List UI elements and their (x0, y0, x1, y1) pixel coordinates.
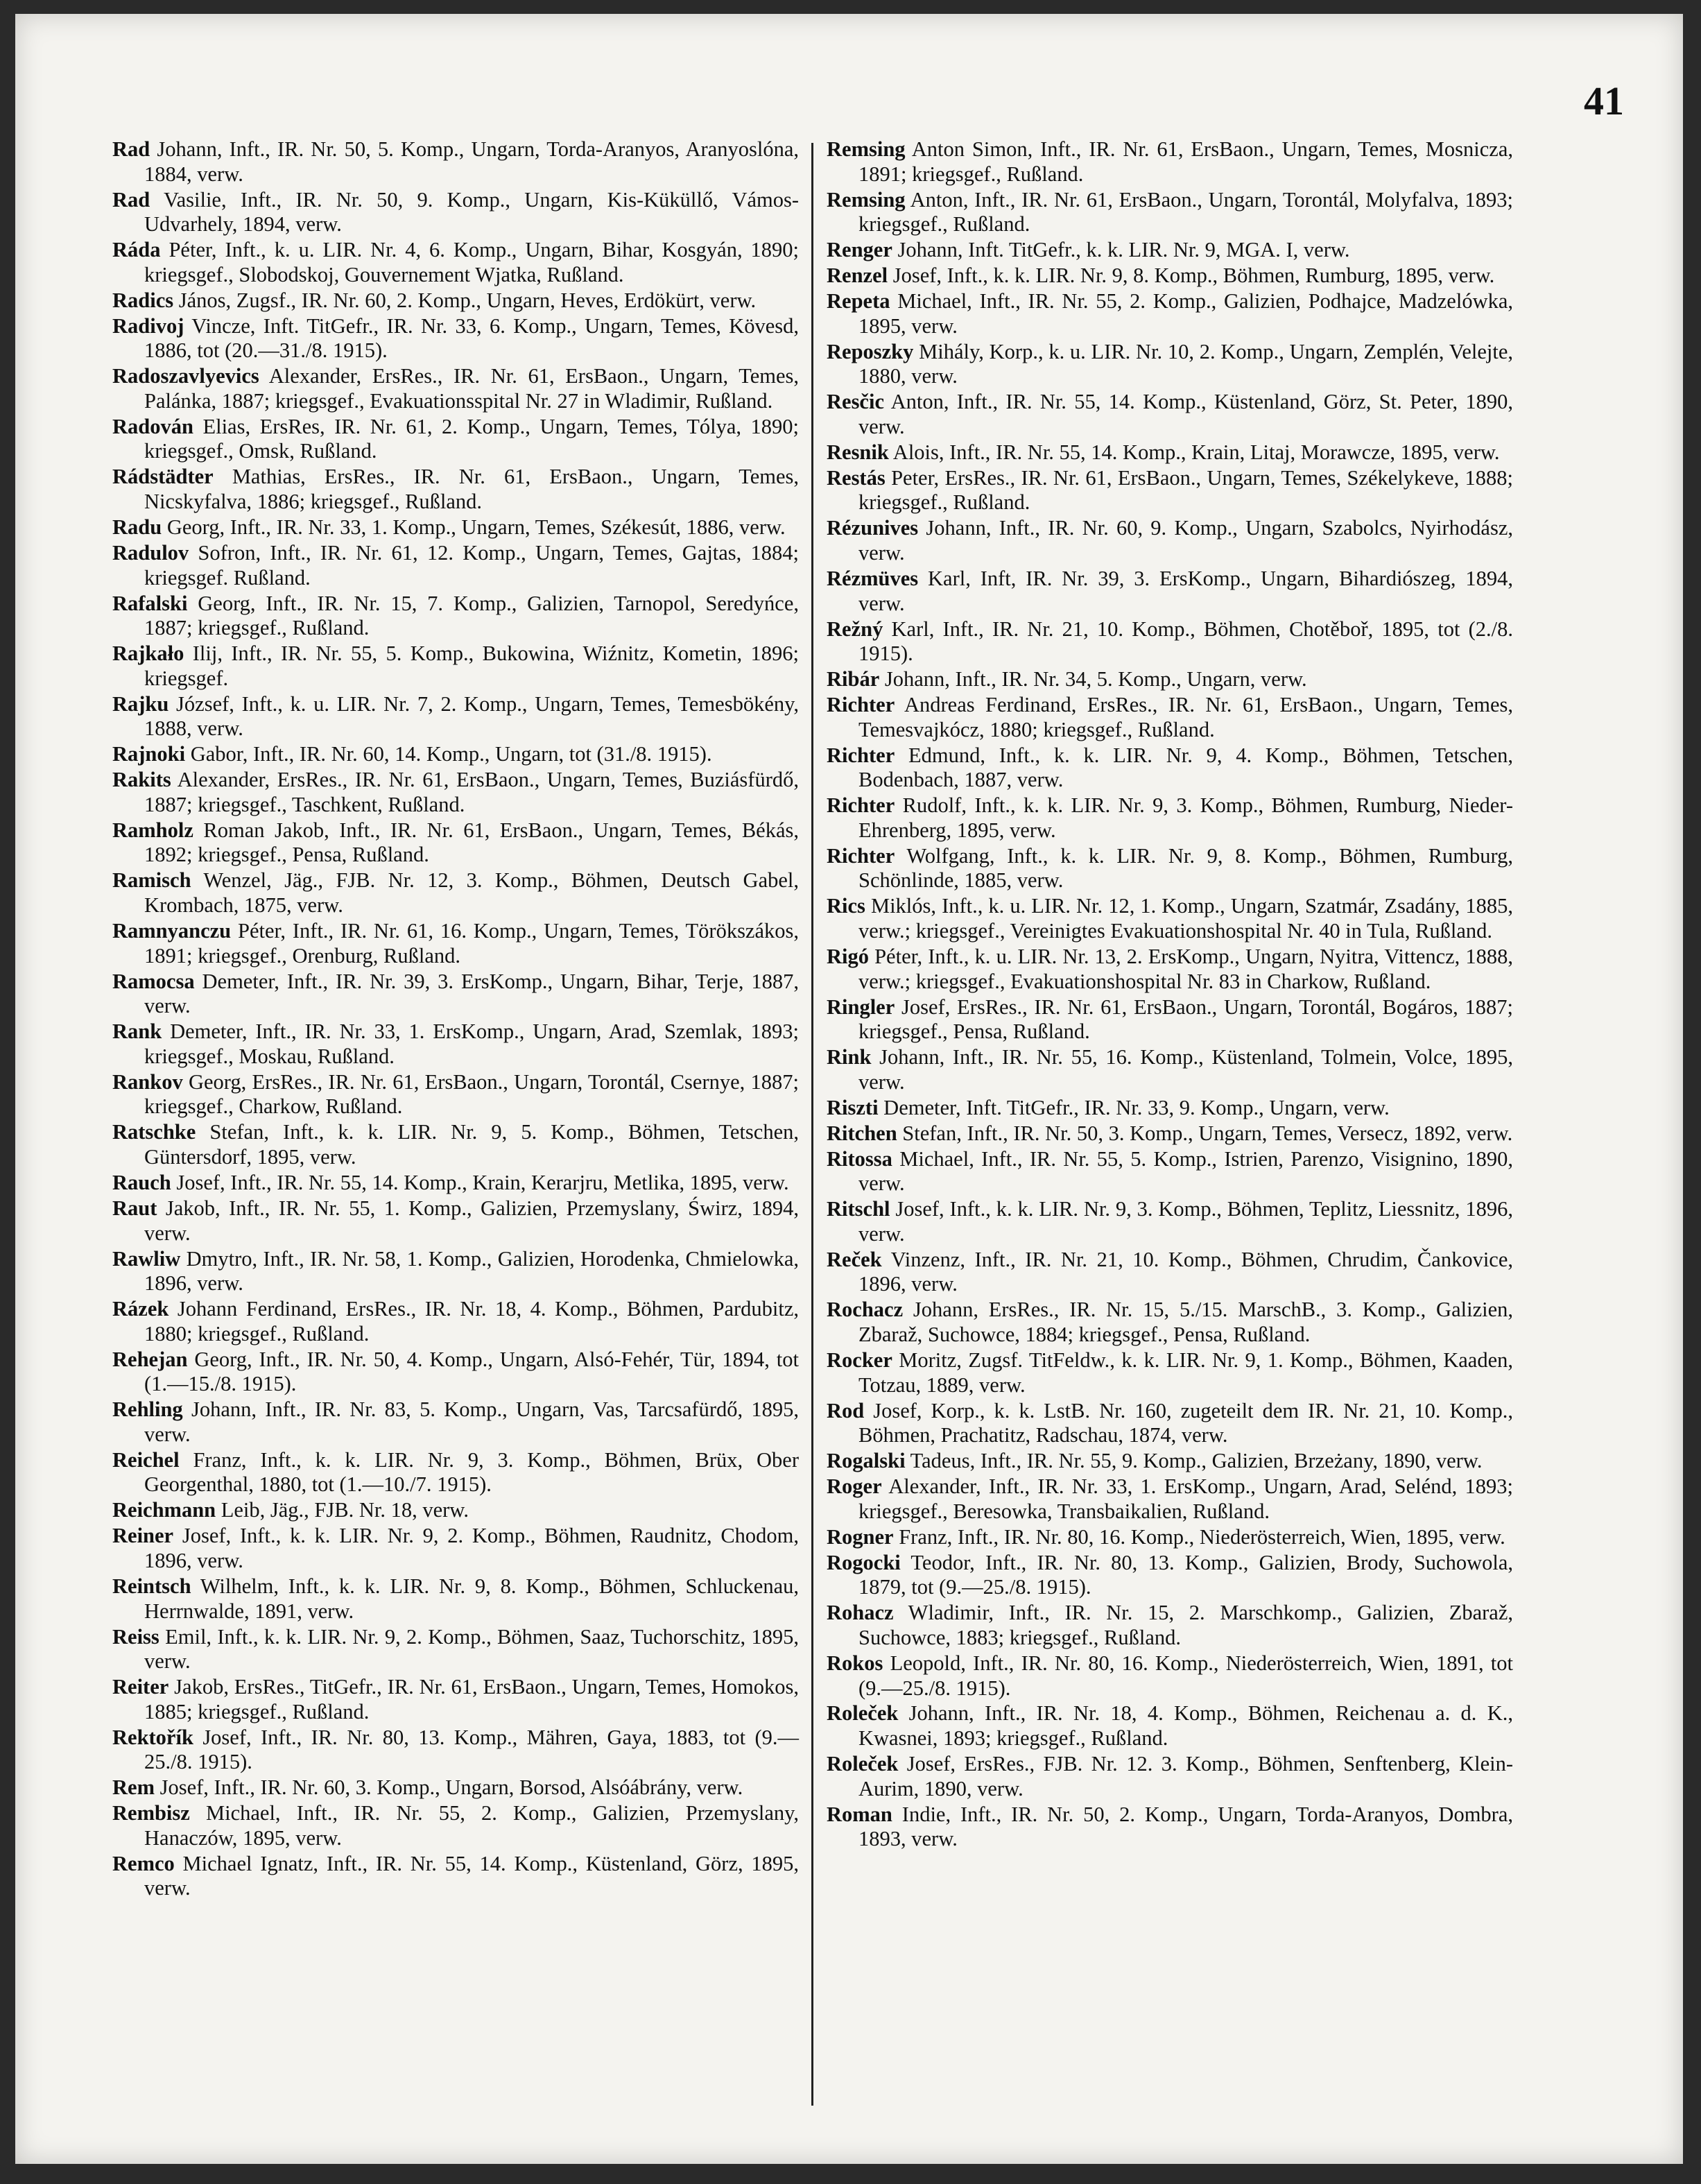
entry-details: Michael, Inft., IR. Nr. 55, 5. Komp., Istrien, Parenzo, Visignino, 1890, verw. (858, 1146, 1513, 1196)
register-entry (827, 1147, 1513, 1196)
entry-details: Alexander, ErsRes., IR. Nr. 61, ErsBaon., Ungarn, Temes, Buziásfürdő, 1887; kriegsgef., Taschkent, Rußland. (144, 768, 799, 816)
register-entry (112, 1020, 799, 1069)
entry-details: Roman Jakob, Inft., IR. Nr. 61, ErsBaon., Ungarn, Temes, Békás, 1892; kriegsgef., Pensa, Rußland. (144, 818, 800, 867)
register-entry (827, 1248, 1513, 1297)
entry-details: Alois, Inft., IR. Nr. 55, 14. Komp., Krain, Litaj, Morawcze, 1895, verw. (892, 440, 1500, 464)
entry-surname: Rajkało (112, 642, 184, 666)
entry-surname: Ribár (827, 667, 880, 691)
entry-details: Mihály, Korp., k. u. LIR. Nr. 10, 2. Komp., Ungarn, Zemplén, Velejte, 1880, verw. (858, 339, 1513, 388)
entry-surname: Rem (112, 1775, 155, 1800)
entry-surname: Reichmann (112, 1498, 216, 1522)
entry-details: Georg, Inft., IR. Nr. 15, 7. Komp., Galizien, Tarnopol, Seredyńce, 1887; kriegsgef., Rußland. (144, 591, 800, 640)
entry-surname: Rigó (827, 945, 869, 969)
entry-details: Jakob, ErsRes., TitGefr., IR. Nr. 61, ErsBaon., Ungarn, Temes, Homokos, 1885; kriegsgef., Rußland. (144, 1675, 800, 1723)
register-entry (112, 1574, 799, 1624)
entry-details: Wilhelm, Inft., k. k. LIR. Nr. 9, 8. Komp., Böhmen, Schluckenau, Herrnwalde, 1891, verw. (144, 1574, 799, 1623)
register-entry (827, 137, 1513, 187)
entry-details: Alexander, ErsRes., IR. Nr. 61, ErsBaon., Ungarn, Temes, Palánka, 1887; kriegsgef., Evakuationsspital Nr. 27 in Wladimir, Rußland. (144, 364, 799, 413)
entry-details: Wenzel, Jäg., FJB. Nr. 12, 3. Komp., Böhmen, Deutsch Gabel, Krombach, 1875, verw. (144, 868, 800, 918)
register-entry (827, 1045, 1513, 1094)
entry-details: Dmytro, Inft., IR. Nr. 58, 1. Komp., Galizien, Horodenka, Chmielowka, 1896, verw. (144, 1246, 800, 1296)
register-entry (827, 440, 1513, 465)
register-entry (827, 793, 1513, 843)
register-entry (827, 1525, 1513, 1550)
entry-surname: Ritschl (827, 1197, 890, 1221)
entry-details: Péter, Inft., k. u. LIR. Nr. 13, 2. ErsKomp., Ungarn, Nyitra, Vittencz, 1888, verw.; kriegsgef., Evakuationshospital Nr. 83 in Charkow, Rußland. (858, 945, 1514, 993)
entry-surname: Remsing (827, 187, 906, 212)
entry-surname: Rohacz (827, 1601, 894, 1625)
entry-details: Josef, Korp., k. k. LstB. Nr. 160, zugeteilt dem IR. Nr. 21, 10. Komp., Böhmen, Prachatitz, Radschau, 1874, verw. (858, 1398, 1514, 1447)
entry-details: Demeter, Inft., IR. Nr. 39, 3. ErsKomp., Ungarn, Bihar, Terje, 1887, verw. (144, 969, 799, 1018)
register-entry (112, 1625, 799, 1674)
entry-surname: Rádstädter (112, 465, 214, 489)
entry-details: Indie, Inft., IR. Nr. 50, 2. Komp., Ungarn, Torda-Aranyos, Dombra, 1893, verw. (858, 1802, 1514, 1851)
entry-details: Péter, Inft., IR. Nr. 61, 16. Komp., Ungarn, Temes, Törökszákos, 1891; kriegsgef., Orenburg, Rußland. (144, 919, 800, 968)
entry-surname: Richter (827, 693, 895, 717)
entry-details: Michael, Inft., IR. Nr. 55, 2. Komp., Galizien, Przemyslany, Hanaczów, 1895, verw. (144, 1801, 799, 1850)
entry-details: Johann, Inft., IR. Nr. 34, 5. Komp., Ungarn, verw. (884, 667, 1307, 691)
entry-details: Josef, ErsRes., FJB. Nr. 12. 3. Komp., Böhmen, Senftenberg, Klein-Aurim, 1890, verw. (858, 1752, 1514, 1800)
register-entry (827, 844, 1513, 893)
register-entry (112, 1120, 799, 1169)
entry-surname: Rogner (827, 1524, 894, 1549)
entry-details: Mathias, ErsRes., IR. Nr. 61, ErsBaon., Ungarn, Temes, Nicskyfalva, 1886; kriegsgef., Rußland. (144, 465, 799, 514)
register-entry (112, 642, 799, 691)
register-entry (827, 667, 1513, 692)
entry-details: Moritz, Zugsf. TitFeldw., k. k. LIR. Nr. 9, 1. Komp., Böhmen, Kaaden, Totzau, 1889, verw. (858, 1348, 1514, 1397)
register-entry (112, 818, 799, 868)
entry-details: Karl, Inft., IR. Nr. 21, 10. Komp., Böhmen, Chotěboř, 1895, tot (2./8. 1915). (858, 617, 1513, 666)
entry-surname: Radován (112, 414, 193, 438)
entry-surname: Rajku (112, 691, 169, 716)
entry-details: Josef, Inft., k. k. LIR. Nr. 9, 2. Komp., Böhmen, Raudnitz, Chodom, 1896, verw. (144, 1524, 800, 1572)
entry-details: János, Zugsf., IR. Nr. 60, 2. Komp., Ungarn, Heves, Erdökürt, verw. (178, 288, 757, 312)
entry-surname: Raut (112, 1196, 157, 1220)
column-divider (811, 143, 813, 2106)
entry-surname: Rochacz (827, 1298, 904, 1322)
entry-details: Wolfgang, Inft., k. k. LIR. Nr. 9, 8. Komp., Böhmen, Rumburg, Schönlinde, 1885, verw. (858, 843, 1513, 893)
entry-details: Johann, Inft. TitGefr., k. k. LIR. Nr. 9, MGA. I, verw. (897, 238, 1350, 262)
entry-surname: Radoszavlyevics (112, 364, 259, 388)
register-entry (112, 1726, 799, 1775)
register-entry (112, 415, 799, 464)
entry-details: Anton, Inft., IR. Nr. 55, 14. Komp., Küstenland, Görz, St. Peter, 1890, verw. (858, 390, 1513, 438)
entry-surname: Resnik (827, 440, 889, 464)
entry-surname: Ratschke (112, 1120, 196, 1144)
entry-details: József, Inft., k. u. LIR. Nr. 7, 2. Komp., Ungarn, Temes, Temesbökény, 1888, verw. (144, 691, 799, 741)
register-entry (827, 264, 1513, 289)
register-entry (827, 567, 1513, 616)
left-column (112, 137, 799, 1902)
register-entry (112, 1171, 799, 1196)
register-entry (112, 1675, 799, 1724)
entry-details: Wladimir, Inft., IR. Nr. 15, 2. Marschkomp., Galizien, Zbaraž, Suchowce, 1883; kriegsgef., Rußland. (858, 1601, 1513, 1649)
register-entry (112, 188, 799, 237)
entry-details: Johann, Inft., IR. Nr. 55, 16. Komp., Küstenland, Tolmein, Volce, 1895, verw. (858, 1045, 1513, 1094)
entry-surname: Resčic (827, 390, 884, 414)
register-entry (112, 1247, 799, 1296)
entry-surname: Rokos (827, 1651, 883, 1675)
entry-details: Péter, Inft., k. u. LIR. Nr. 4, 6. Komp., Ungarn, Bihar, Kosgyán, 1890; kriegsgef., Slobodskoj, Gouvernement Wjatka, Rußland. (144, 238, 799, 286)
register-entry (112, 1448, 799, 1497)
register-entry (112, 1775, 799, 1800)
entry-surname: Rafalski (112, 591, 188, 615)
entry-surname: Restás (827, 465, 886, 490)
entry-surname: Ramisch (112, 868, 191, 893)
register-entry (827, 894, 1513, 943)
register-entry (827, 238, 1513, 263)
entry-details: Franz, Inft., IR. Nr. 80, 16. Komp., Niederösterreich, Wien, 1895, verw. (899, 1524, 1505, 1549)
register-entry (827, 995, 1513, 1044)
entry-details: Emil, Inft., k. k. LIR. Nr. 9, 2. Komp., Böhmen, Saaz, Tuchorschitz, 1895, verw. (144, 1624, 800, 1674)
register-entry (827, 1803, 1513, 1852)
entry-surname: Reposzky (827, 339, 914, 363)
register-entry (112, 1801, 799, 1850)
entry-details: Josef, Inft., k. k. LIR. Nr. 9, 3. Komp., Böhmen, Teplitz, Liessnitz, 1896, verw. (858, 1197, 1513, 1246)
entry-surname: Reiter (112, 1675, 169, 1699)
register-entry (112, 1524, 799, 1573)
entry-details: Georg, Inft., IR. Nr. 33, 1. Komp., Ungarn, Temes, Székesút, 1886, verw. (166, 515, 786, 540)
entry-surname: Reiss (112, 1624, 159, 1649)
entry-surname: Rehling (112, 1398, 183, 1422)
register-entry (827, 1121, 1513, 1146)
register-entry (827, 1752, 1513, 1801)
entry-surname: Rocker (827, 1348, 892, 1373)
entry-surname: Repeta (827, 289, 890, 313)
entry-details: Alexander, Inft., IR. Nr. 33, 1. ErsKomp., Ungarn, Arad, Selénd, 1893; kriegsgef., Beresowka, Transbaikalien, Rußland. (858, 1474, 1513, 1523)
register-entry (827, 1601, 1513, 1650)
entry-surname: Rawliw (112, 1246, 181, 1271)
entry-details: Georg, Inft., IR. Nr. 50, 4. Komp., Ungarn, Alsó-Fehér, Tür, 1894, tot (1.—15./8. 1915). (144, 1347, 799, 1396)
entry-surname: Rad (112, 187, 150, 212)
entry-surname: Reček (827, 1247, 882, 1271)
register-entry (112, 465, 799, 514)
entry-surname: Rehejan (112, 1347, 188, 1371)
entry-surname: Rank (112, 1020, 162, 1044)
entry-surname: Rajnoki (112, 742, 186, 766)
entry-surname: Radu (112, 515, 162, 540)
entry-details: Georg, ErsRes., IR. Nr. 61, ErsBaon., Ungarn, Torontál, Csernye, 1887; kriegsgef., Charkow, Rußland. (144, 1069, 800, 1119)
entry-details: Sofron, Inft., IR. Nr. 61, 12. Komp., Ungarn, Temes, Gajtas, 1884; kriegsgef. Rußland. (144, 541, 800, 590)
entry-surname: Richter (827, 793, 895, 818)
entry-surname: Rembisz (112, 1801, 190, 1825)
register-entry (827, 1348, 1513, 1398)
entry-surname: Roleček (827, 1752, 899, 1776)
entry-surname: Radivoj (112, 313, 184, 338)
register-entry (827, 1298, 1513, 1347)
register-entry (112, 742, 799, 767)
register-entry (827, 340, 1513, 389)
entry-details: Teodor, Inft., IR. Nr. 80, 13. Komp., Galizien, Brody, Suchowola, 1879, tot (9.—25./8. 1915). (858, 1550, 1513, 1599)
entry-surname: Rod (827, 1398, 865, 1422)
register-entry (827, 1474, 1513, 1524)
entry-surname: Rankov (112, 1069, 183, 1094)
entry-details: Johann, Inft., IR. Nr. 60, 9. Komp., Ungarn, Szabolcs, Nyirhodász, verw. (858, 516, 1514, 565)
entry-surname: Ramnyanczu (112, 919, 232, 943)
entry-details: Anton, Inft., IR. Nr. 61, ErsBaon., Ungarn, Torontál, Molyfalva, 1893; kriegsgef., Rußland. (858, 187, 1513, 237)
register-entry (112, 919, 799, 968)
entry-surname: Rink (827, 1045, 872, 1069)
entry-surname: Remco (112, 1851, 175, 1875)
entry-surname: Rauch (112, 1170, 171, 1194)
register-entry (827, 1197, 1513, 1246)
register-entry (112, 238, 799, 287)
register-entry (112, 1070, 799, 1119)
entry-details: Leopold, Inft., IR. Nr. 80, 16. Komp., Niederösterreich, Wien, 1891, tot (9.—25./8. 1915). (858, 1651, 1513, 1700)
entry-surname: Rézmüves (827, 567, 919, 590)
entry-details: Michael, Inft., IR. Nr. 55, 2. Komp., Galizien, Podhajce, Madzelówka, 1895, verw. (858, 289, 1514, 338)
entry-surname: Reintsch (112, 1574, 191, 1598)
register-entry (112, 515, 799, 540)
entry-details: Vinzenz, Inft., IR. Nr. 21, 10. Komp., Böhmen, Chrudim, Čankovice, 1896, verw. (858, 1247, 1513, 1296)
register-entry (112, 1297, 799, 1346)
register-entry (112, 692, 799, 741)
register-entry (112, 1196, 799, 1246)
entry-details: Johann, Inft., IR. Nr. 50, 5. Komp., Ungarn, Torda-Aranyos, Aranyoslóna, 1884, verw. (144, 137, 799, 186)
entry-surname: Riszti (827, 1095, 879, 1119)
entry-surname: Renzel (827, 264, 888, 288)
register-entry (827, 1449, 1513, 1474)
entry-surname: Rektořík (112, 1725, 193, 1749)
entry-surname: Režný (827, 617, 883, 641)
register-entry (827, 1551, 1513, 1600)
entry-surname: Rics (827, 894, 865, 918)
register-entry (827, 466, 1513, 515)
register-entry (827, 289, 1513, 338)
entry-details: Edmund, Inft., k. k. LIR. Nr. 9, 4. Komp., Böhmen, Tetschen, Bodenbach, 1887, verw. (858, 743, 1513, 792)
entry-surname: Roleček (827, 1701, 899, 1726)
register-entry (112, 1498, 799, 1523)
entry-details: Demeter, Inft., IR. Nr. 33, 1. ErsKomp., Ungarn, Arad, Szemlak, 1893; kriegsgef., Moskau, Rußland. (144, 1020, 799, 1068)
entry-surname: Rogocki (827, 1550, 901, 1574)
entry-surname: Radics (112, 288, 174, 312)
register-entry (112, 1348, 799, 1397)
entry-details: Josef, Inft., IR. Nr. 80, 13. Komp., Mähren, Gaya, 1883, tot (9.—25./8. 1915). (144, 1725, 799, 1774)
entry-details: Gabor, Inft., IR. Nr. 60, 14. Komp., Ungarn, tot (31./8. 1915). (190, 742, 712, 766)
register-entry (827, 945, 1513, 994)
register-entry (112, 289, 799, 313)
entry-details: Stefan, Inft., IR. Nr. 50, 3. Komp., Ungarn, Temes, Versecz, 1892, verw. (902, 1121, 1513, 1145)
entry-details: Karl, Inft, IR. Nr. 39, 3. ErsKomp., Ungarn, Bihardiószeg, 1894, verw. (858, 567, 1513, 615)
right-column (827, 137, 1513, 1852)
entry-details: Demeter, Inft. TitGefr., IR. Nr. 33, 9. Komp., Ungarn, verw. (883, 1095, 1390, 1119)
entry-details: Johann Ferdinand, ErsRes., IR. Nr. 18, 4. Komp., Böhmen, Pardubitz, 1880; kriegsgef., Rußland. (144, 1297, 800, 1345)
entry-surname: Ramholz (112, 818, 193, 842)
register-entry (112, 364, 799, 413)
entry-surname: Rázek (112, 1297, 169, 1321)
entry-details: Vasilie, Inft., IR. Nr. 50, 9. Komp., Ungarn, Kis-Küküllő, Vámos-Udvarhely, 1894, verw. (144, 187, 800, 237)
entry-details: Johann, Inft., IR. Nr. 83, 5. Komp., Ungarn, Vas, Tarcsafürdő, 1895, verw. (144, 1398, 800, 1446)
entry-details: Ilij, Inft., IR. Nr. 55, 5. Komp., Bukowina, Wiźnitz, Kometin, 1896; kriegsgef. (144, 642, 800, 690)
page (15, 14, 1683, 2164)
entry-surname: Roger (827, 1474, 882, 1499)
entry-details: Rudolf, Inft., k. k. LIR. Nr. 9, 3. Komp., Böhmen, Rumburg, Nieder-Ehrenberg, 1895, verw. (858, 793, 1513, 842)
entry-surname: Radulov (112, 541, 189, 565)
register-entry (827, 1096, 1513, 1121)
entry-details: Josef, Inft., IR. Nr. 60, 3. Komp., Ungarn, Borsod, Alsóábrány, verw. (159, 1775, 743, 1800)
register-entry (827, 1651, 1513, 1701)
register-entry (827, 188, 1513, 237)
entry-surname: Roman (827, 1802, 892, 1826)
register-entry (112, 868, 799, 918)
entry-surname: Ritchen (827, 1121, 897, 1145)
register-entry (112, 314, 799, 363)
entry-details: Miklós, Inft., k. u. LIR. Nr. 12, 1. Komp., Ungarn, Szatmár, Zsadány, 1885, verw.; kriegsgef., Vereinigtes Evakuationshospital Nr. 40 in Tula, Rußland. (858, 894, 1513, 943)
entry-surname: Remsing (827, 137, 906, 161)
register-entry (827, 743, 1513, 793)
entry-surname: Ráda (112, 238, 161, 262)
entry-surname: Rad (112, 137, 150, 161)
register-entry (827, 390, 1513, 439)
entry-details: Leib, Jäg., FJB. Nr. 18, verw. (221, 1498, 469, 1522)
register-entry (112, 592, 799, 641)
register-entry (112, 137, 799, 187)
entry-surname: Richter (827, 743, 895, 767)
register-entry (112, 1852, 799, 1901)
register-entry (827, 1701, 1513, 1751)
entry-details: Josef, ErsRes., IR. Nr. 61, ErsBaon., Ungarn, Torontál, Bogáros, 1887; kriegsgef., Pensa, Rußland. (858, 995, 1513, 1044)
entry-surname: Reiner (112, 1524, 174, 1548)
entry-surname: Reichel (112, 1447, 180, 1472)
entry-details: Johann, ErsRes., IR. Nr. 15, 5./15. MarschB., 3. Komp., Galizien, Zbaraž, Suchowce, 1884; kriegsgef., Pensa, Rußland. (858, 1298, 1513, 1347)
register-entry (112, 768, 799, 817)
register-entry (112, 541, 799, 590)
entry-surname: Rakits (112, 768, 171, 792)
entry-surname: Renger (827, 238, 892, 262)
entry-surname: Richter (827, 843, 895, 868)
register-entry (112, 970, 799, 1019)
entry-surname: Rogalski (827, 1449, 906, 1473)
register-entry (827, 1399, 1513, 1448)
entry-details: Peter, ErsRes., IR. Nr. 61, ErsBaon., Ungarn, Temes, Székelykeve, 1888; kriegsgef., Rußland. (858, 465, 1514, 515)
entry-details: Anton Simon, Inft., IR. Nr. 61, ErsBaon., Ungarn, Temes, Mosnicza, 1891; kriegsgef., Rußland. (858, 137, 1513, 186)
register-entry (827, 693, 1513, 742)
entry-details: Jakob, Inft., IR. Nr. 55, 1. Komp., Galizien, Przemyslany, Świrz, 1894, verw. (144, 1196, 800, 1245)
entry-details: Tadeus, Inft., IR. Nr. 55, 9. Komp., Galizien, Brzeżany, 1890, verw. (910, 1449, 1483, 1473)
entry-details: Johann, Inft., IR. Nr. 18, 4. Komp., Böhmen, Reichenau a. d. K., Kwasnei, 1893; kriegsgef., Rußland. (858, 1701, 1513, 1751)
entry-surname: Ritossa (827, 1146, 892, 1171)
entry-surname: Rézunives (827, 516, 919, 540)
register-entry (827, 516, 1513, 565)
entry-details: Josef, Inft., k. k. LIR. Nr. 9, 8. Komp., Böhmen, Rumburg, 1895, verw. (892, 264, 1495, 288)
entry-details: Elias, ErsRes, IR. Nr. 61, 2. Komp., Ungarn, Temes, Tólya, 1890; kriegsgef., Omsk, Rußland. (144, 414, 800, 463)
register-entry (827, 617, 1513, 667)
register-entry (112, 1398, 799, 1447)
entry-details: Stefan, Inft., k. k. LIR. Nr. 9, 5. Komp., Böhmen, Tetschen, Güntersdorf, 1895, verw. (144, 1120, 799, 1169)
entry-details: Franz, Inft., k. k. LIR. Nr. 9, 3. Komp., Böhmen, Brüx, Ober Georgenthal, 1880, tot (1.—10./7. 1915). (144, 1447, 800, 1497)
entry-details: Josef, Inft., IR. Nr. 55, 14. Komp., Krain, Kerarjru, Metlika, 1895, verw. (176, 1170, 789, 1194)
page-number: 41 (1584, 78, 1624, 123)
entry-details: Vincze, Inft. TitGefr., IR. Nr. 33, 6. Komp., Ungarn, Temes, Kövesd, 1886, tot (20.—31./8. 1915). (144, 313, 799, 363)
entry-surname: Ringler (827, 995, 895, 1019)
entry-surname: Ramocsa (112, 969, 195, 993)
entry-details: Michael Ignatz, Inft., IR. Nr. 55, 14. Komp., Küstenland, Görz, 1895, verw. (144, 1851, 799, 1900)
entry-details: Andreas Ferdinand, ErsRes., IR. Nr. 61, ErsBaon., Ungarn, Temes, Temesvajkócz, 1880; kriegsgef., Rußland. (858, 693, 1513, 741)
